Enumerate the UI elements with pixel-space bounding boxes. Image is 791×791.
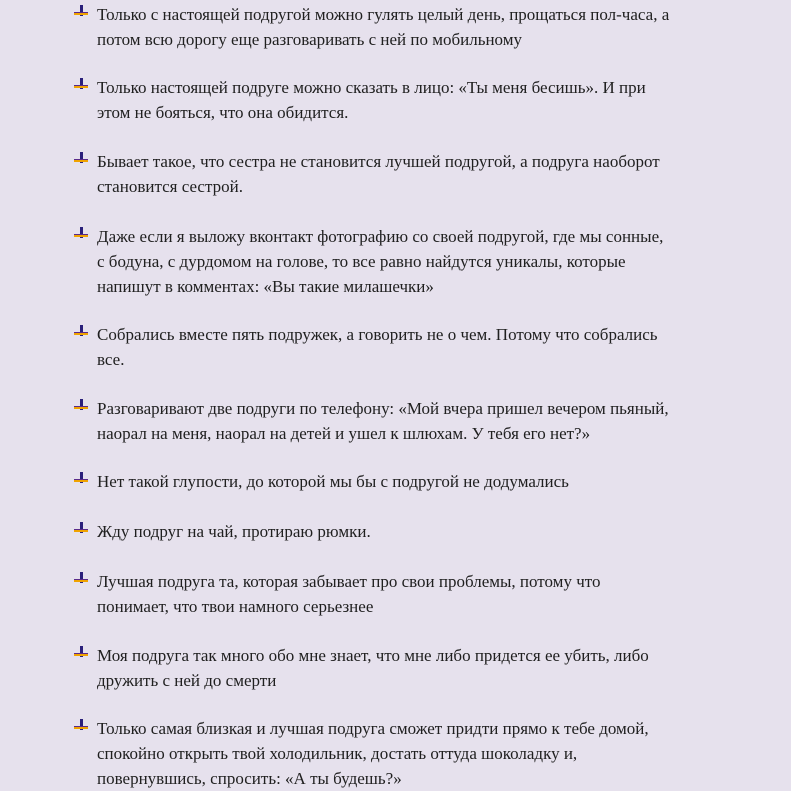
list-item-text-line: Только настоящей подруге можно сказать в лицо: «Ты меня бесишь». И при: [97, 78, 646, 97]
bullet-pin-icon: [73, 151, 89, 167]
list-item-text-line: напишут в комментах: «Вы такие милашечки»: [97, 277, 434, 296]
list-item-text-line: потом всю дорогу еще разговаривать с ней по мобильному: [97, 30, 522, 49]
list-item-text-line: Лучшая подруга та, которая забывает про свои проблемы, потому что: [97, 572, 601, 591]
list-item-text-line: Моя подруга так много обо мне знает, что мне либо придется ее убить, либо: [97, 646, 649, 665]
bullet-pin-icon: [73, 521, 89, 537]
bullet-pin-icon: [73, 77, 89, 93]
list-item-text-line: Даже если я выложу вконтакт фотографию со своей подругой, где мы сонные,: [97, 227, 664, 246]
list-item-text-line: Бывает такое, что сестра не становится лучшей подругой, а подруга наоборот: [97, 152, 660, 171]
bullet-pin-icon: [73, 471, 89, 487]
list-item-text-line: все.: [97, 350, 125, 369]
list-item-text-line: Нет такой глупости, до которой мы бы с подругой не додумались: [97, 472, 569, 491]
bullet-pin-icon: [73, 398, 89, 414]
list-item-text-line: Собрались вместе пять подружек, а говорить не о чем. Потому что собрались: [97, 325, 658, 344]
list-item-text-line: Только с настоящей подругой можно гулять целый день, прощаться пол-часа, а: [97, 5, 670, 24]
bullet-pin-icon: [73, 4, 89, 20]
bullet-pin-icon: [73, 226, 89, 242]
list-item-text-line: становится сестрой.: [97, 177, 243, 196]
list-item-text-line: с бодуна, с дурдомом на голове, то все равно найдутся уникалы, которые: [97, 252, 626, 271]
list-item-text-line: Только самая близкая и лучшая подруга сможет придти прямо к тебе домой,: [97, 719, 649, 738]
list-item-text-line: Жду подруг на чай, протираю рюмки.: [97, 522, 371, 541]
bullet-pin-icon: [73, 645, 89, 661]
list-item-text-line: спокойно открыть твой холодильник, достать оттуда шоколадку и,: [97, 744, 578, 763]
list-item-text-line: понимает, что твои намного серьезнее: [97, 597, 374, 616]
list-item-text-line: Разговаривают две подруги по телефону: «Мой вчера пришел вечером пьяный,: [97, 399, 669, 418]
bullet-pin-icon: [73, 324, 89, 340]
list-item-text-line: повернувшись, спросить: «А ты будешь?»: [97, 769, 402, 788]
list-item-text-line: дружить с ней до смерти: [97, 671, 277, 690]
bullet-pin-icon: [73, 718, 89, 734]
bullet-pin-icon: [73, 571, 89, 587]
list-item-text-line: наорал на меня, наорал на детей и ушел к шлюхам. У тебя его нет?»: [97, 424, 591, 443]
list-item-text-line: этом не бояться, что она обидится.: [97, 103, 349, 122]
